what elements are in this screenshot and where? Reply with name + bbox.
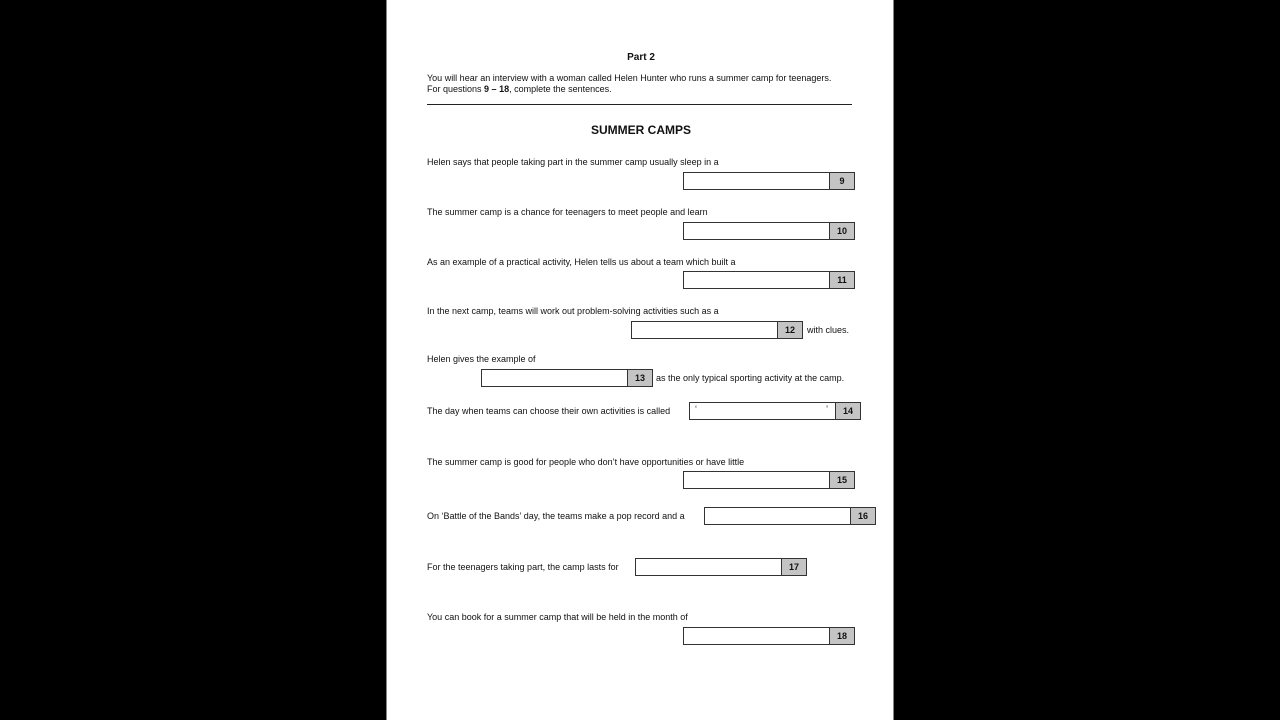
question-range-start: 9: [484, 84, 490, 94]
question-17-prompt: For the teenagers taking part, the camp lasts for: [427, 562, 619, 572]
question-13-suffix: as the only typical sporting activity at the camp.: [656, 373, 845, 383]
question-16-prompt: On ‘Battle of the Bands’ day, the teams make a pop record and a: [427, 511, 685, 521]
question-16-answer-box[interactable]: [704, 507, 876, 525]
question-12-prompt: In the next camp, teams will work out problem-solving activities such as a: [427, 306, 719, 316]
question-11-answer-box[interactable]: [683, 271, 855, 289]
question-13-number: 13: [627, 370, 652, 386]
question-11-prompt: As an example of a practical activity, Helen tells us about a team which built a: [427, 257, 736, 267]
instruction-line-1: You will hear an interview with a woman called Helen Hunter who runs a summer camp for teenagers.: [427, 73, 832, 83]
question-13-answer-box[interactable]: [481, 369, 653, 387]
question-range-dash: –: [489, 84, 500, 94]
question-9-prompt: Helen says that people taking part in the summer camp usually sleep in a: [427, 157, 719, 167]
question-11-number: 11: [829, 272, 854, 288]
exam-page: [386, 0, 894, 720]
question-14-number: 14: [835, 403, 860, 419]
question-range-end: 18: [499, 84, 510, 94]
question-14-close-quote: ’: [826, 404, 828, 414]
question-18-prompt: You can book for a summer camp that will be held in the month of: [427, 612, 688, 622]
divider-rule: [427, 104, 852, 105]
question-9-answer-box[interactable]: [683, 172, 855, 190]
instruction-line-2: [427, 84, 857, 95]
question-17-answer-box[interactable]: [635, 558, 807, 576]
instructions: [427, 73, 857, 95]
question-12-suffix: with clues.: [807, 325, 850, 335]
question-18-number: 18: [829, 628, 854, 644]
question-13-prompt: Helen gives the example of: [427, 354, 536, 364]
question-15-number: 15: [829, 472, 854, 488]
part-title: Part 2: [627, 52, 655, 63]
question-12-number: 12: [777, 322, 802, 338]
instruction-text: For questions: [427, 84, 485, 94]
question-17-number: 17: [781, 559, 806, 575]
question-14-prompt: The day when teams can choose their own activities is called: [427, 406, 671, 416]
question-14-answer-box[interactable]: [689, 402, 861, 420]
question-15-answer-box[interactable]: [683, 471, 855, 489]
question-10-number: 10: [829, 223, 854, 239]
section-title: SUMMER CAMPS: [590, 123, 691, 137]
question-15-prompt: The summer camp is good for people who don’t have opportunities or have little: [427, 457, 745, 467]
question-14-open-quote: ‘: [695, 404, 697, 414]
question-18-answer-box[interactable]: [683, 627, 855, 645]
question-12-answer-box[interactable]: [631, 321, 803, 339]
question-9-number: 9: [829, 173, 854, 189]
question-10-prompt: The summer camp is a chance for teenagers to meet people and learn: [427, 207, 708, 217]
question-16-number: 16: [850, 508, 875, 524]
question-10-answer-box[interactable]: [683, 222, 855, 240]
instruction-text-end: , complete the sentences.: [509, 84, 612, 94]
